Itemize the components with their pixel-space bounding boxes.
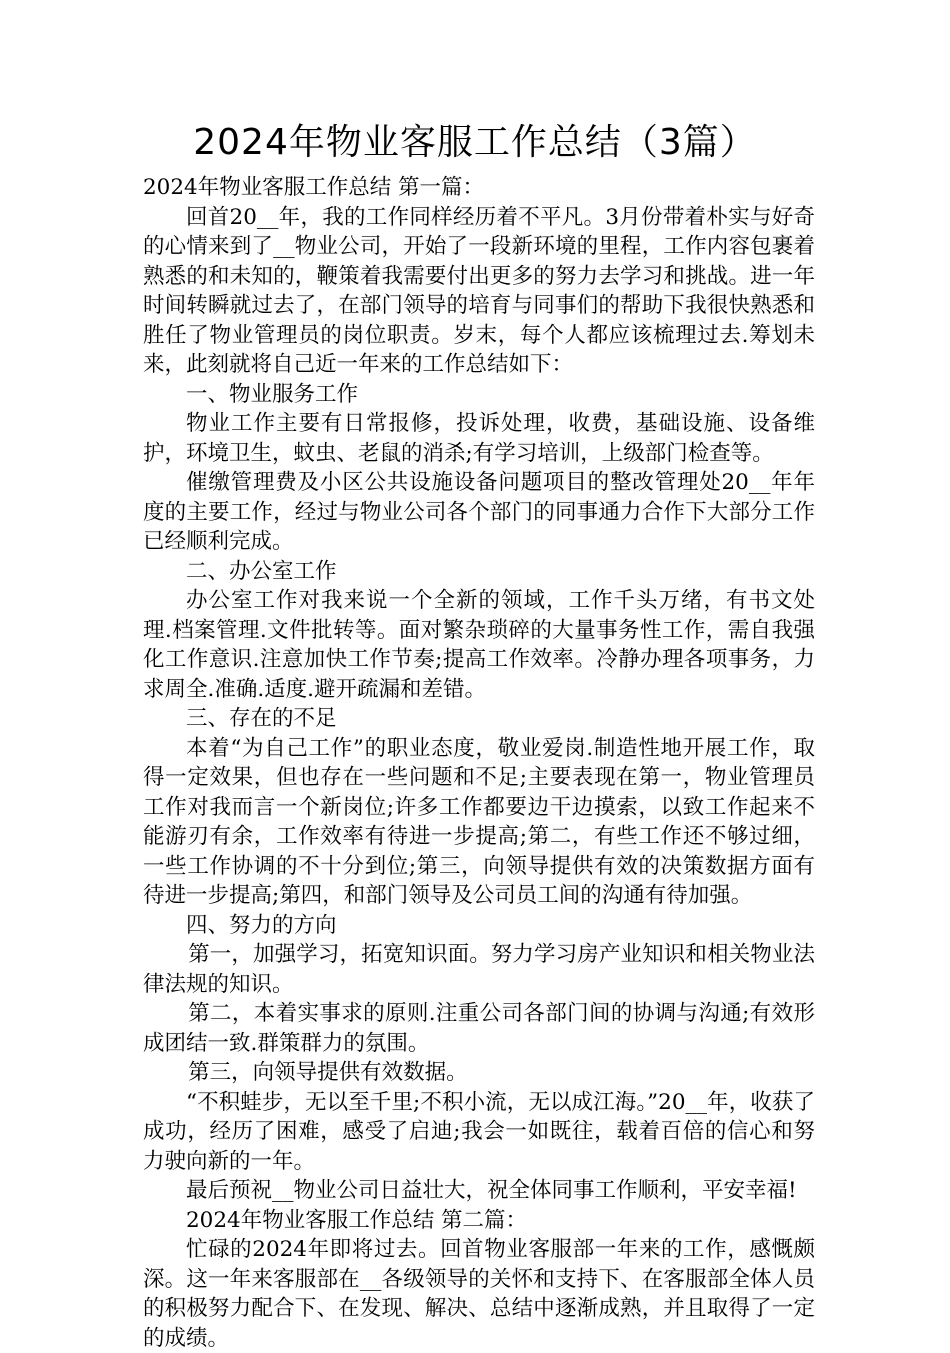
paragraph: 催缴管理费及小区公共设施设备问题项目的整改管理处20__年年度的主要工作，经过与物业公司各个部门的同事通力合作下大部分工作已经顺利完成。 [143, 470, 815, 554]
subheading: 二、办公室工作 [186, 558, 337, 584]
paragraph: 物业工作主要有日常报修，投诉处理，收费，基础设施、设备维护，环境卫生，蚊虫、老鼠的消杀;有学习培训，上级部门检查等。 [143, 411, 815, 466]
section-heading-part-1: 2024年物业客服工作总结 第一篇： [143, 175, 485, 200]
paragraph: 最后预祝__物业公司日益壮大，祝全体同事工作顺利，平安幸福! [186, 1178, 797, 1203]
paragraph: 第一，加强学习，拓宽知识面。努力学习房产业知识和相关物业法律法规的知识。 [143, 942, 815, 997]
document-body [143, 173, 815, 1353]
subheading: 四、努力的方向 [186, 912, 337, 938]
document-title: 2024年物业客服工作总结（3篇） [193, 122, 757, 163]
paragraph: 本着“为自己工作”的职业态度，敬业爱岗.制造性地开展工作，取得一定效果，但也存在一些问题和不足;主要表现在第一，物业管理员工作对我而言一个新岗位;许多工作都要边干边摸索，以致工作起来不能游刃有余，工作效率有待进一步提高;第二，有些工作还不够过细，一些工作协调的不十分到位;第三，向领导提供有效的决策数据方面有待进一步提高;第四，和部门领导及公司员工间的沟通有待加强。 [143, 735, 815, 908]
paragraph: 第三，向领导提供有效数据。 [188, 1060, 468, 1085]
subheading: 三、存在的不足 [186, 706, 337, 731]
paragraph: 办公室工作对我来说一个全新的领域，工作千头万绪，有书文处理.档案管理.文件批转等。面对繁杂琐碎的大量事务性工作，需自我强化工作意识.注意加快工作节奏;提高工作效率。冷静办理各项事务，力求周全.准确.适度.避开疏漏和差错。 [143, 588, 815, 702]
paragraph: 回首20__年，我的工作同样经历着不平凡。3月份带着朴实与好奇的心情来到了__物业公司，开始了一段新环境的里程，工作内容包裹着熟悉的和未知的，鞭策着我需要付出更多的努力去学习和挑战。进一年时间转瞬就过去了，在部门领导的培育与同事们的帮助下我很快熟悉和胜任了物业管理员的岗位职责。岁末，每个人都应该梳理过去.筹划未来，此刻就将自己近一年来的工作总结如下： [143, 204, 815, 377]
paragraph: 第二，本着实事求的原则.注重公司各部门间的协调与沟通;有效形成团结一致.群策群力的氛围。 [143, 1001, 815, 1056]
section-heading-part-2: 2024年物业客服工作总结 第二篇： [186, 1207, 528, 1233]
paragraph: “不积蛙步，无以至千里;不积小流，无以成江海。”20__年，收获了成功，经历了困难，感受了启迪;我会一如既往，载着百倍的信心和努力驶向新的一年。 [143, 1089, 815, 1174]
paragraph: 忙碌的2024年即将过去。回首物业客服部一年来的工作，感慨颇深。这一年来客服部在__各级领导的关怀和支持下、在客服部全体人员的积极努力配合下、在发现、解决、总结中逐渐成熟，并且取得了一定的成绩。 [143, 1237, 815, 1351]
subheading: 一、物业服务工作 [186, 381, 359, 407]
